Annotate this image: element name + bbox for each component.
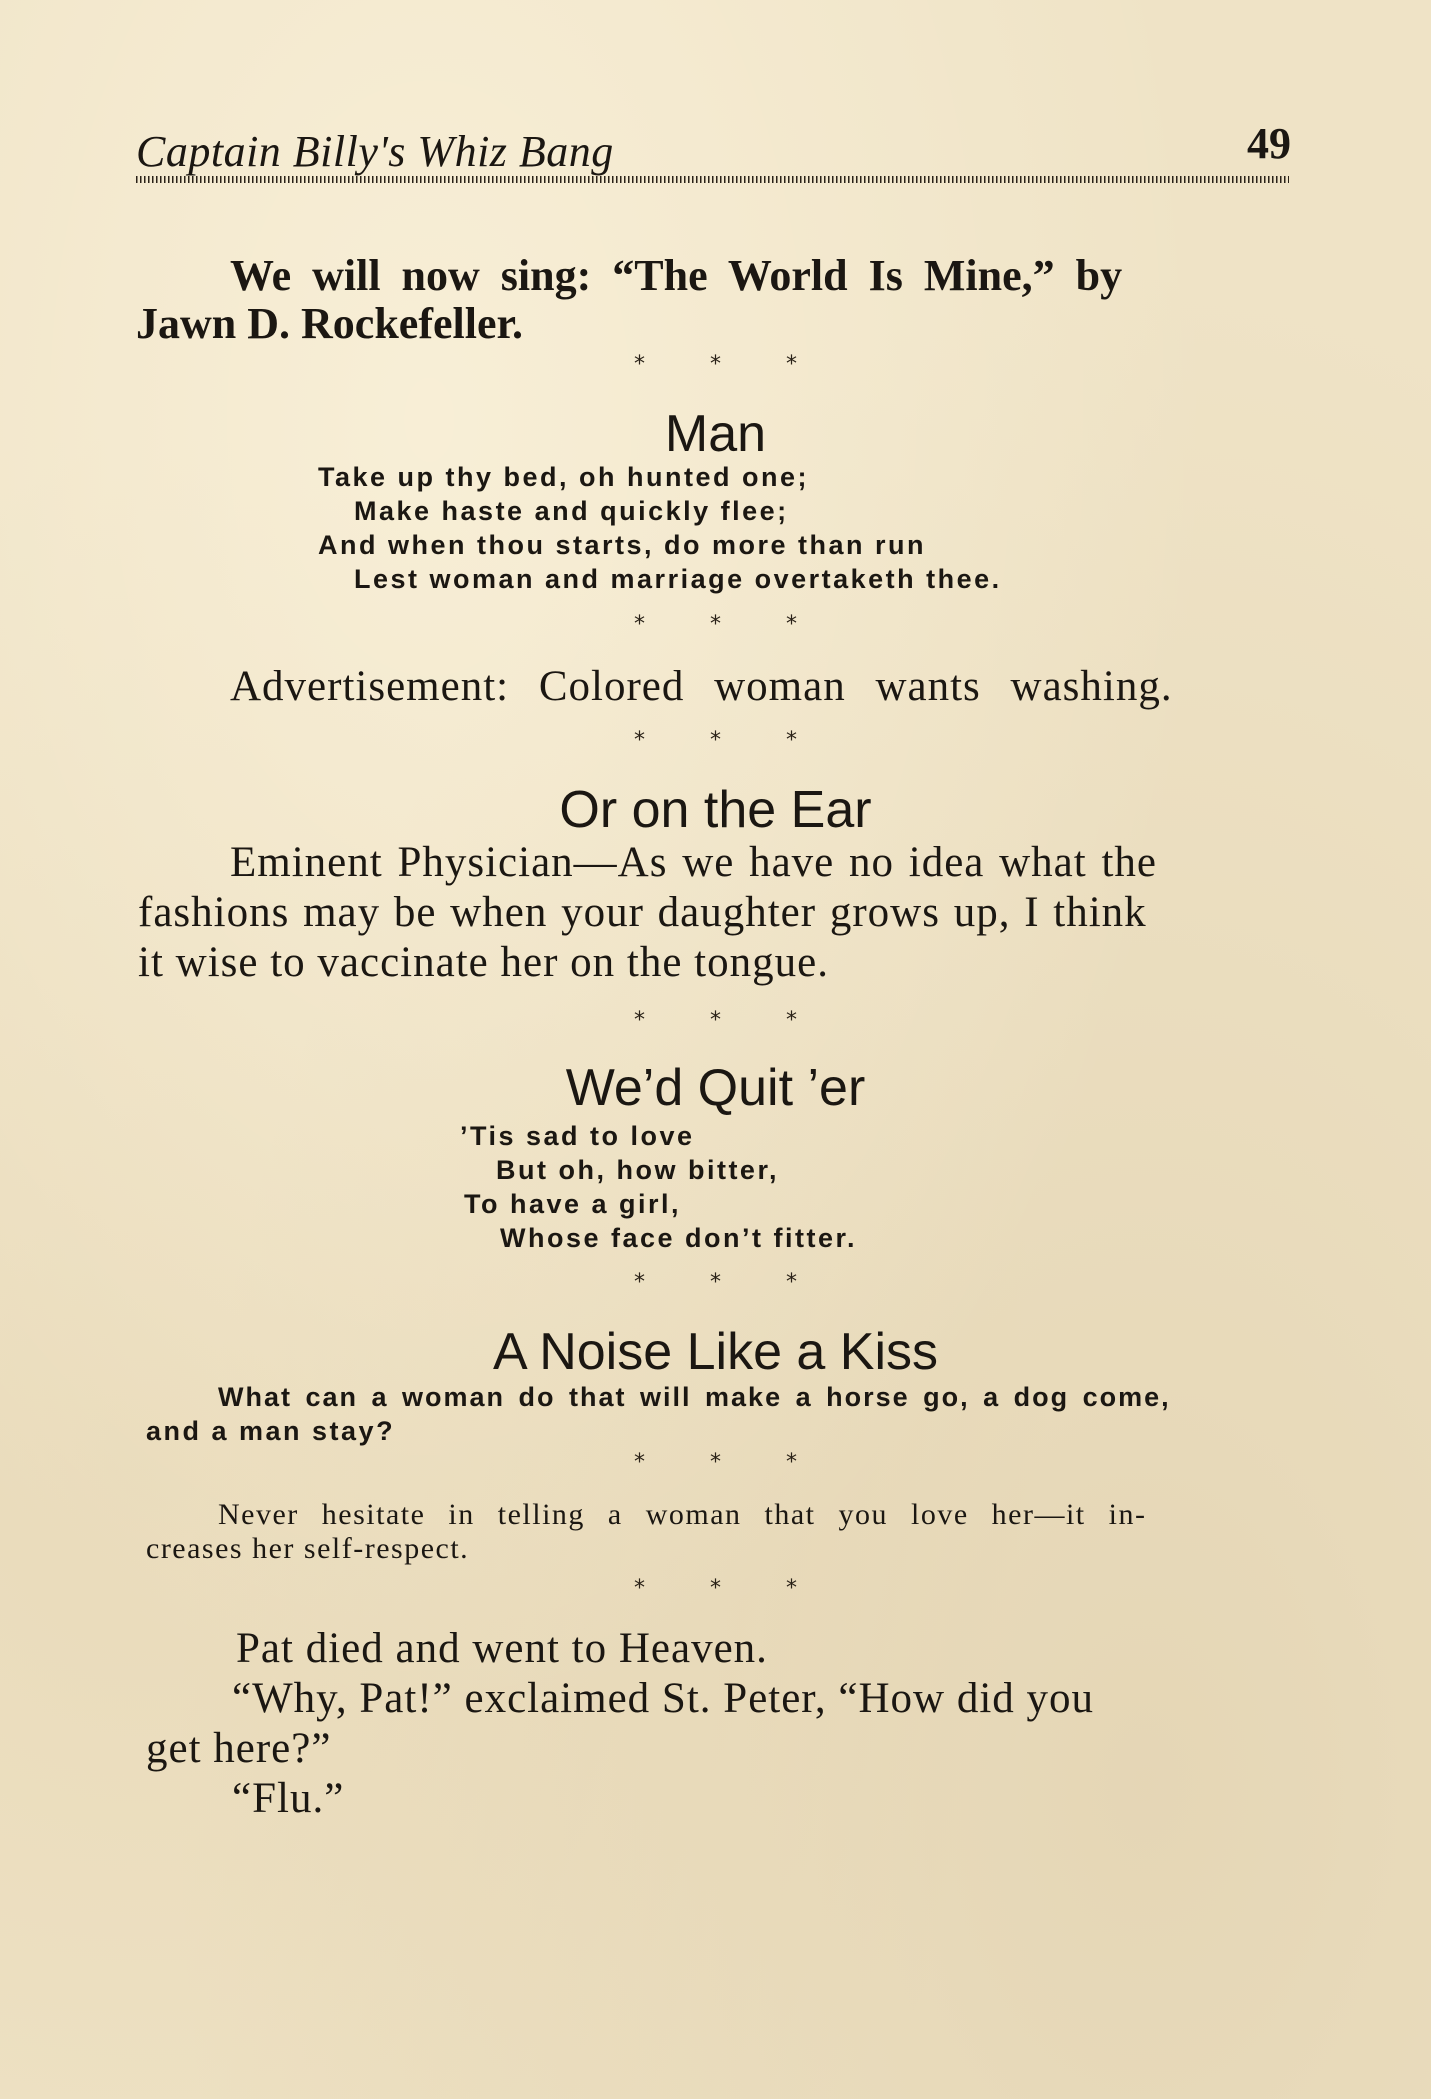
- ear-line: fashions may be when your daughter grows up, I think: [138, 889, 1147, 936]
- pat-line: get here?”: [146, 1725, 332, 1772]
- ear-title: Or on the Ear: [559, 781, 872, 839]
- hesitate-line: Never hesitate in telling a woman that you love her—it in-: [218, 1498, 1147, 1531]
- verse-line: ’Tis sad to love: [460, 1121, 695, 1151]
- verse-line: To have a girl,: [464, 1189, 682, 1219]
- pat-line: “Why, Pat!” exclaimed St. Peter, “How did you: [232, 1675, 1095, 1722]
- hesitate-joke: [146, 1498, 1306, 1566]
- section-separator: * * *: [634, 612, 797, 637]
- verse-line: But oh, how bitter,: [496, 1155, 779, 1185]
- kiss-joke: [146, 1380, 1306, 1448]
- intro-line-2: Jawn D. Rockefeller.: [136, 299, 523, 348]
- section-separator: * * *: [634, 352, 797, 377]
- kiss-line: What can a woman do that will make a horse go, a dog come,: [218, 1382, 1171, 1412]
- advertisement-joke: [230, 662, 1295, 712]
- pat-line: “Flu.”: [232, 1775, 345, 1822]
- poem-man-verse: [318, 460, 1002, 596]
- hesitate-line: creases her self-respect.: [146, 1532, 470, 1565]
- quit-title: We’d Quit ’er: [565, 1059, 866, 1117]
- poem-man-title: Man: [664, 405, 767, 463]
- section-separator: * * *: [634, 1270, 797, 1295]
- verse-line: And when thou starts, do more than run: [318, 530, 926, 560]
- intro-line-1: We will now sing: “The World Is Mine,” by: [230, 251, 1123, 300]
- ear-joke: [138, 838, 1298, 988]
- kiss-title: A Noise Like a Kiss: [492, 1323, 939, 1381]
- verse-line: Make haste and quickly flee;: [354, 496, 789, 526]
- header-rule: [136, 176, 1289, 183]
- verse-line: Lest woman and marriage overtaketh thee.: [354, 564, 1002, 594]
- intro-joke: [136, 252, 1289, 348]
- running-header-title: Captain Billy's Whiz Bang: [136, 127, 614, 176]
- kiss-line: and a man stay?: [146, 1416, 396, 1446]
- pat-joke: [146, 1624, 1306, 1824]
- pat-line: Pat died and went to Heaven.: [236, 1625, 768, 1672]
- section-separator: * * *: [634, 1008, 797, 1033]
- section-separator: * * *: [634, 1576, 797, 1601]
- ear-line: Eminent Physician—As we have no idea what the: [230, 839, 1157, 886]
- section-separator: * * *: [634, 728, 797, 753]
- section-separator: * * *: [634, 1450, 797, 1475]
- quit-verse: [460, 1119, 857, 1255]
- verse-line: Take up thy bed, oh hunted one;: [318, 462, 809, 492]
- ear-line: it wise to vaccinate her on the tongue.: [138, 939, 829, 986]
- verse-line: Whose face don’t fitter.: [500, 1223, 858, 1253]
- page-number: 49: [1247, 119, 1291, 168]
- advertisement-text: Advertisement: Colored woman wants washing.: [230, 663, 1173, 710]
